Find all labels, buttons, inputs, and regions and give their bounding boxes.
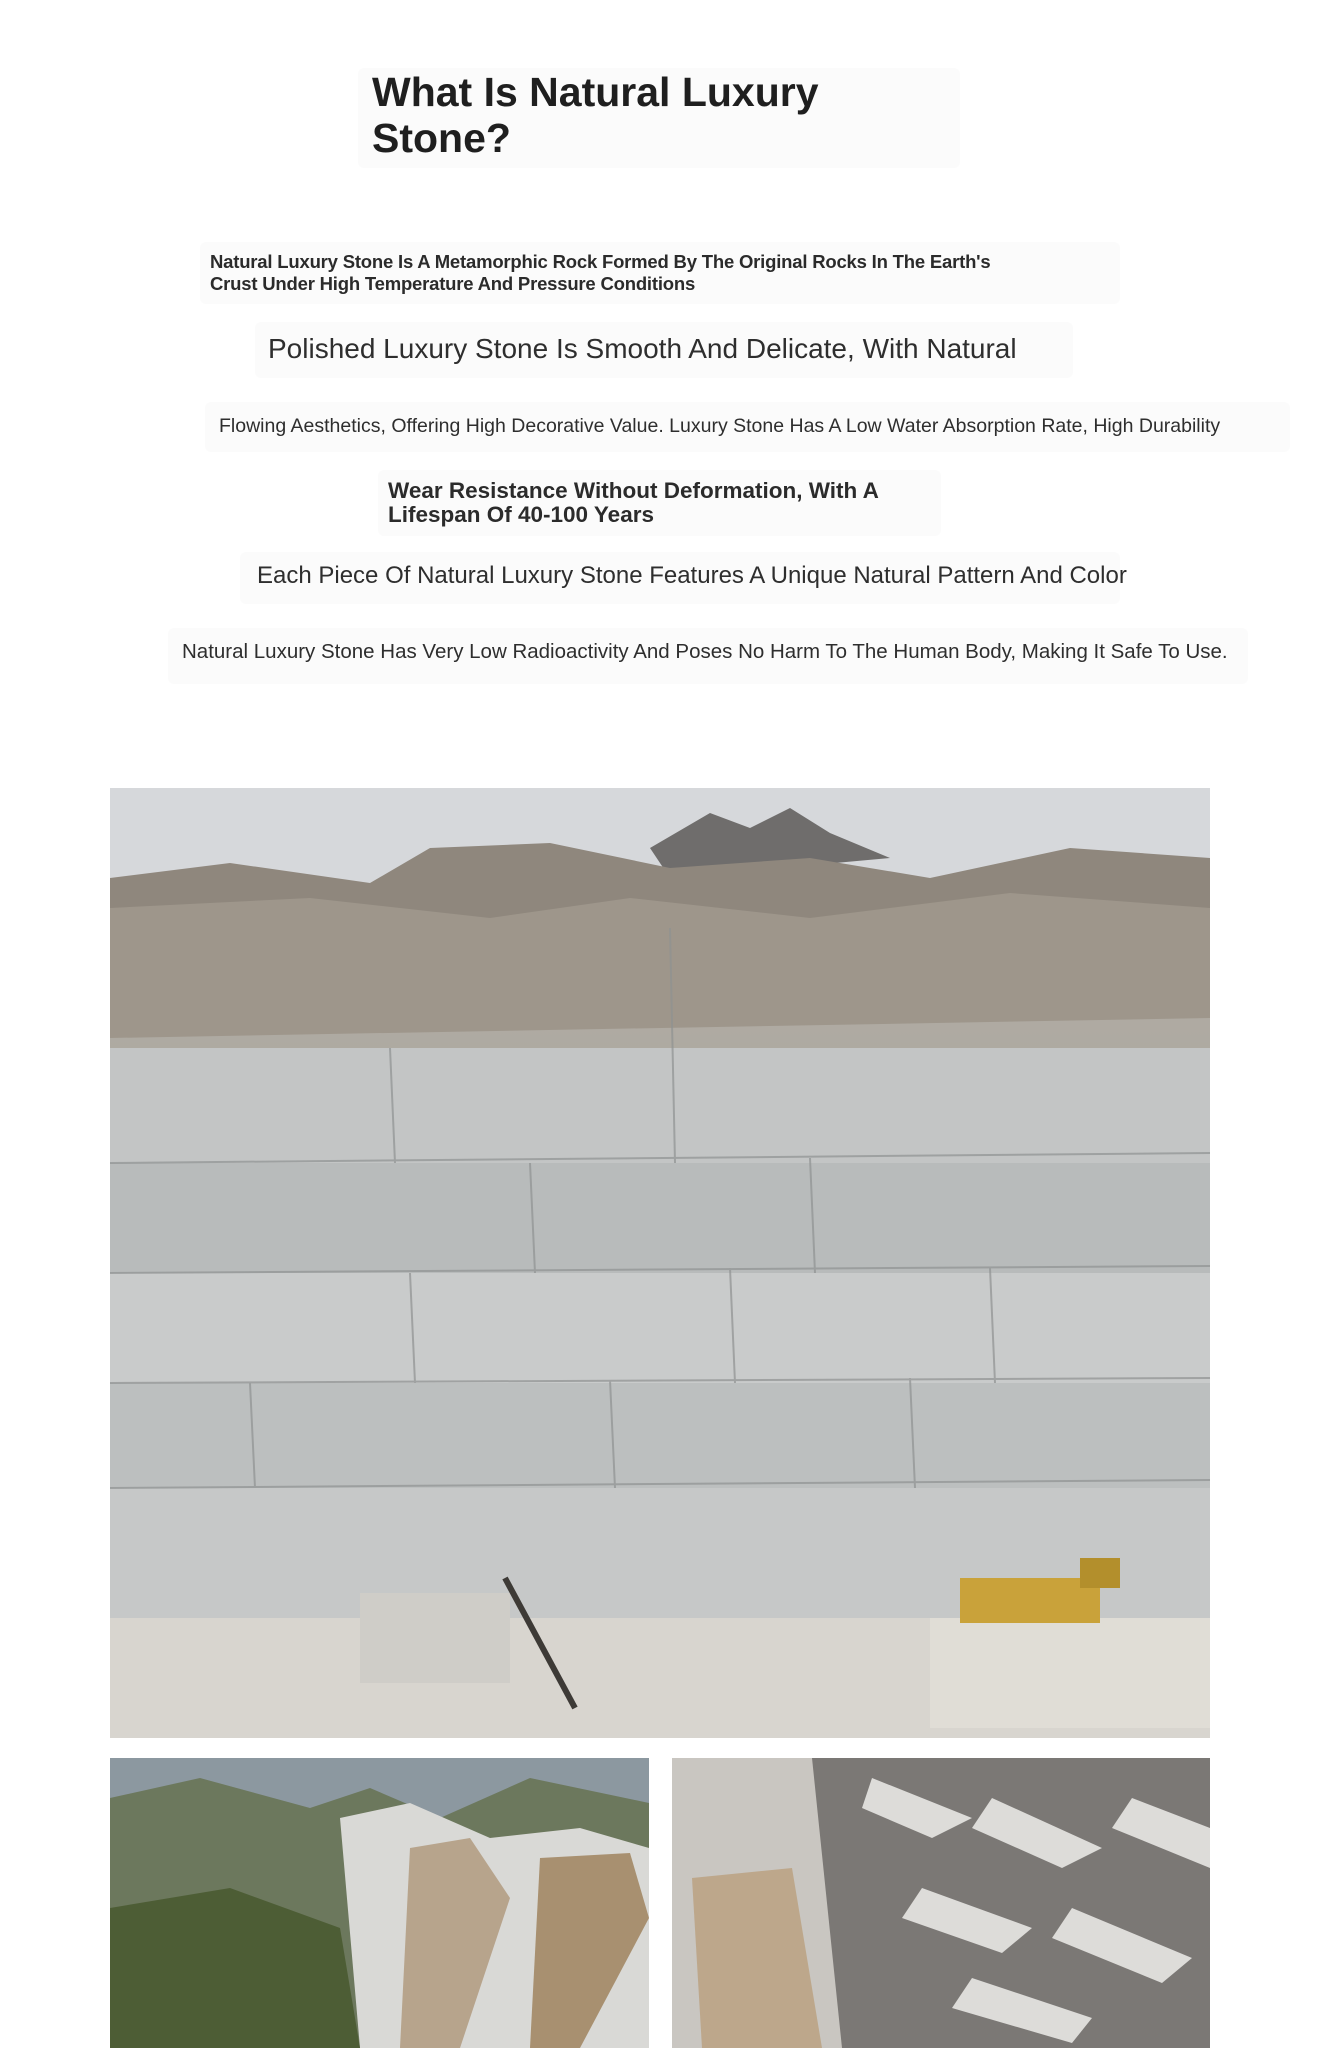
- marble-quarry-image: [110, 788, 1210, 1738]
- safety-paragraph: Natural Luxury Stone Has Very Low Radioactivity And Poses No Harm To The Human Body, Making It Safe To Use.: [182, 640, 1228, 663]
- polished-paragraph: Polished Luxury Stone Is Smooth And Delicate, With Natural: [268, 333, 1017, 364]
- aesthetics-paragraph: Flowing Aesthetics, Offering High Decorative Value. Luxury Stone Has A Low Water Absorption Rate, High Durability: [219, 415, 1221, 437]
- quarry-cliff-image: [672, 1758, 1210, 2048]
- marble-quarry-illustration: [110, 788, 1210, 1738]
- page-title: What Is Natural Luxury Stone?: [372, 69, 819, 161]
- mountain-quarry-image: [110, 1758, 649, 2048]
- mountain-quarry-illustration: [110, 1758, 649, 2048]
- pattern-paragraph: Each Piece Of Natural Luxury Stone Features A Unique Natural Pattern And Color: [257, 562, 1127, 589]
- quarry-cliff-illustration: [672, 1758, 1210, 2048]
- durability-paragraph: Wear Resistance Without Deformation, With A Lifespan Of 40-100 Years: [388, 478, 879, 528]
- intro-paragraph: Natural Luxury Stone Is A Metamorphic Rock Formed By The Original Rocks In The Earth's Crust Under High Temperature And Pressure Conditions: [210, 251, 991, 295]
